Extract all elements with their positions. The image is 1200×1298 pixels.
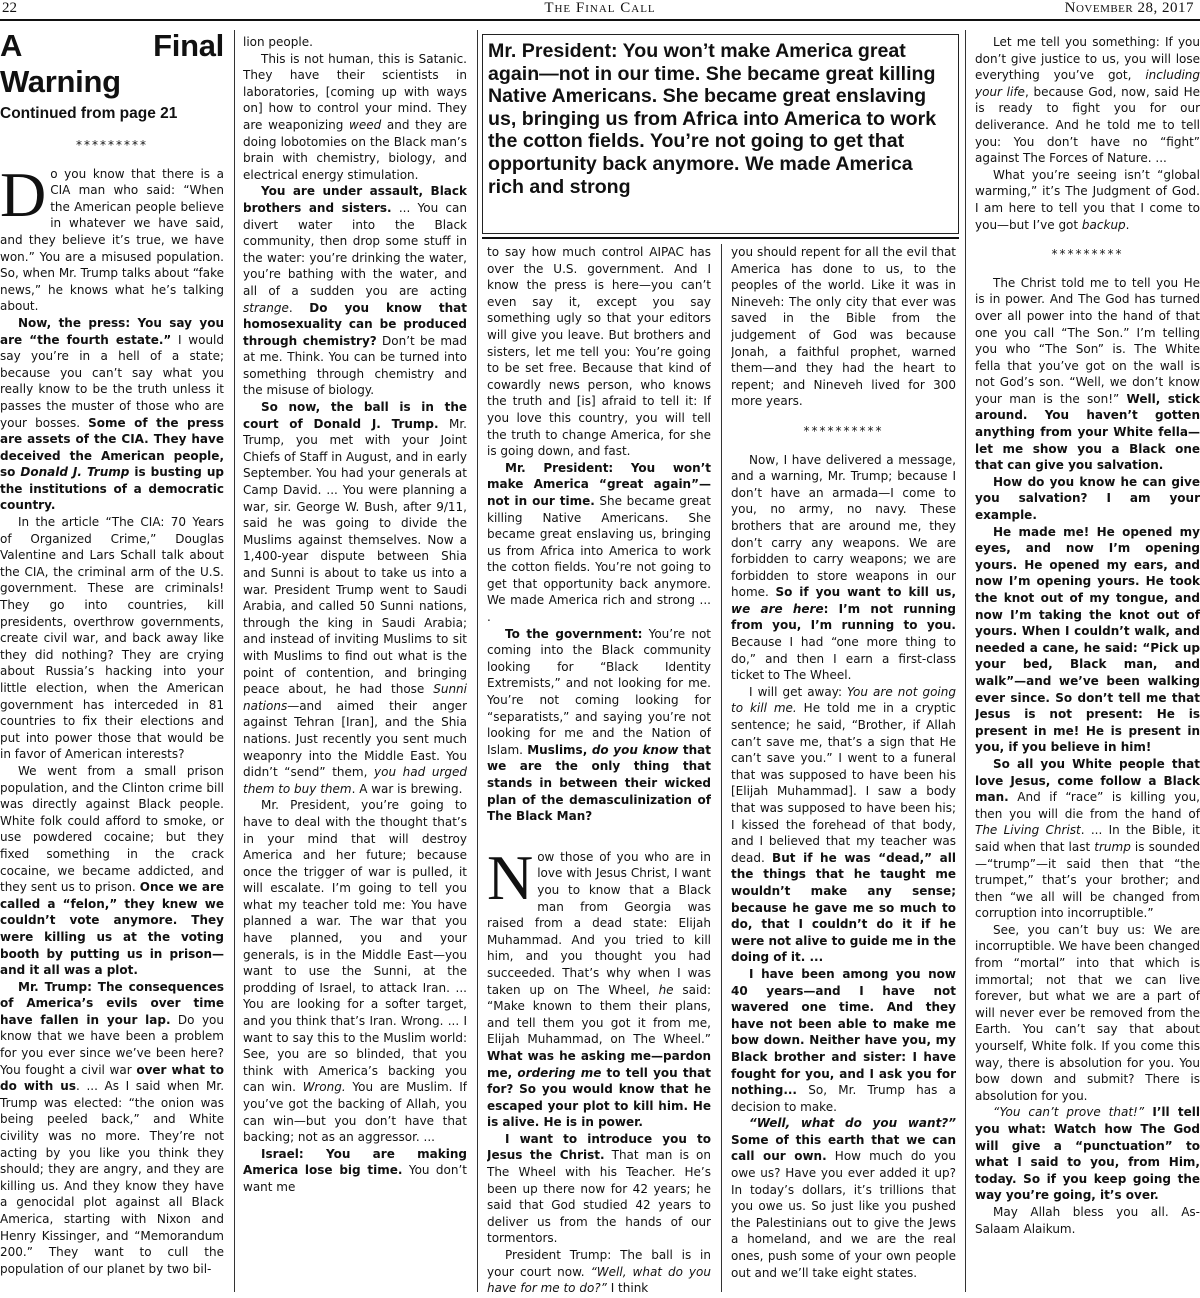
paragraph: to say how much control AIPAC has over the U.S. government. And I know the press is here—you can’t even say it, except you say something ugly so that your editors will give you leave. But brothers and sisters, let me tell you: You’re going to be set free. Because that kind of cowardly news person, who knows the truth and [is] afraid to tell it: If you love this country, you will tell the truth to change America, for she is going down, and fast. — [487, 245, 711, 459]
paragraph-text: We went from a small prison population, and the Clinton crime bill was directly against Black people. White folk could afford to smoke, or use powdered cocaine; but they fixed something in the crack cocaine, we became addicted, and they sent us to prison. — [0, 763, 224, 895]
paragraph-text: You’re not coming into the Black community looking for “Black Identity Extremists,” and not looking for me. You’re not coming looking for “separatists,” and saying you’re not looking for me and the Nation of Islam. — [487, 626, 711, 757]
italic-text: strange — [243, 300, 289, 315]
paragraph-text: She became great killing Native Americans. She became great enslaving us, bringing us from Africa into America to work the cotton fields. You’re not going to get that opportunity back anymore. We made America rich and strong ... . — [487, 493, 711, 625]
paragraph — [0, 158, 224, 315]
paragraph — [731, 1115, 956, 1281]
bold-text: Now, the press: You say you are “the fourth estate.” — [0, 315, 224, 347]
publication-name: The Final Call — [544, 0, 656, 16]
paragraph — [243, 51, 467, 184]
page-number: 22 — [2, 0, 17, 16]
paragraph — [975, 275, 1200, 474]
paragraph-text: Because I had “one more thing to do,” and then I earn a first-class ticket to The Wheel. — [731, 635, 956, 683]
paragraph-text: That man is on The Wheel with his Teacher. He’s been up there now for 42 years; he said that God studied 42 years to deliver us from the hands of our tormentors. — [487, 1148, 711, 1246]
bold-text: I’ll tell you what: Watch how The God will give a “punctuation” to what I said to you, from Him, today. So if you keep going the way you’re going, it’s over. — [975, 1105, 1200, 1203]
bold-text: to tell you that for? So you would know that he escaped your plot to kill him. He is alive. He is in power. — [487, 1065, 711, 1130]
paragraph — [731, 966, 956, 1115]
drop-cap: D — [0, 158, 47, 230]
paragraph — [487, 626, 711, 825]
column-divider — [477, 30, 478, 1292]
paragraph — [731, 684, 956, 966]
paragraph — [487, 841, 711, 1131]
bold-text: Israel: You are making America lose big time. — [243, 1146, 467, 1178]
paragraph-text: What you’re seeing isn’t “global warming,” it’s The Judgment of God. I am here to tell you that I come to you—but I’ve got — [975, 167, 1200, 232]
paragraph — [487, 1131, 711, 1247]
bold-text: I have been among you now 40 years—and I have not wavered one time. And they have not been able to make me bow down. Neither have you, my Black brother and sister: I have fought for you, and I ask you for nothing... — [731, 966, 956, 1098]
bold-text: He made me! He opened my eyes, and now I’m opening yours. He opened my ears, and now I’m opening yours. He took the knot out of my tongue, and now I’m taking the knot out of yours. When I couldn’t walk, and needed a cane, he said: “Pick up your bed, Black man, and walk”—and we’ve been walking ever since. So don’t tell me that Jesus is not present: He is present in me! He is present in you, if you believe in him! — [975, 524, 1200, 755]
bold-text: that we are the only thing that stands in between their wicked plan of the demasculinization of The Black Man? — [487, 742, 711, 824]
italic-text: Wrong. — [302, 1080, 346, 1095]
paragraph — [243, 399, 467, 797]
paragraph — [487, 1247, 711, 1296]
bold-text: So if you want to kill us, — [775, 585, 956, 600]
article-column-5 — [975, 34, 1200, 1298]
paragraph: In the article “The CIA: 70 Years of Organized Crime,” Douglas Valentine and Lars Schall talk about the CIA, the criminal arm of the U.S. government. These are criminals! They go into countries, kill presidents, overthrow governments, create civil war, and back away like they did nothing? They are crying about Russia’s hacking into your little election, when the American government has interceded in 81 countries to fix their elections and put into power those that would be in favor of American interests? — [0, 515, 224, 762]
bold-text: Once we are called a “felon,” they knew we couldn’t vote anymore. They were killing us at the voting booth by putting us in prison—and it all was a plot. — [0, 880, 224, 978]
paragraph-text: and they are doing lobotomies on the Black man’s brain with chemistry, biology, and electrical energy stimulation. — [243, 117, 467, 182]
paragraph-text: The Christ told me to tell you He is in power. And The God has turned over all power into the hand of that one you call “The Son.” I’m telling you who “The Son” is. The White fella that you’ve got on the wall is not God’s son. “Well, we don’t know your man is the son!” — [975, 275, 1200, 406]
header-rule — [0, 19, 1200, 21]
bold-text: is busting up the institutions of a democratic country. — [0, 465, 224, 513]
italic-text: The Living Christ — [975, 823, 1081, 838]
bold-italic-text: ordering me — [517, 1065, 602, 1080]
paragraph-text: . A war is brewing. — [351, 781, 463, 796]
paragraph-text: President Trump: The ball is in your court now. — [487, 1248, 711, 1279]
bold-italic-text: we are here — [731, 601, 824, 616]
paragraph-text: . ... In the Bible, it said when that last — [975, 823, 1200, 854]
paragraph — [243, 1146, 467, 1196]
italic-text: weed — [349, 117, 382, 132]
paragraph-text: I think — [606, 1281, 649, 1296]
article-column-3 — [487, 244, 711, 1296]
bold-text: You are under assault, Black brothers and sisters. — [243, 184, 467, 215]
paragraph — [975, 524, 1200, 756]
paragraph-text: o you know that there is a CIA man who said: “When the American people believe in whatever we have said, and they believe it’s true, we have won.” You are a misused population. So, when Mr. Trump talks about “fake news,” he knows what he’s talking about. — [0, 166, 224, 314]
bold-text: I want to introduce you to Jesus the Christ. — [487, 1131, 711, 1163]
pull-quote-rule — [482, 237, 959, 239]
paragraph — [975, 1104, 1200, 1204]
italic-text: he — [658, 982, 674, 997]
paragraph — [975, 34, 1200, 167]
bold-text: Well, stick around. You haven’t gotten anything from your White fella—let me show you a Black one that can give you salvation. — [975, 391, 1200, 473]
issue-date: November 28, 2017 — [1064, 0, 1194, 16]
column-divider — [721, 244, 722, 1292]
article-title: A Final Warning — [0, 28, 224, 99]
paragraph: May Allah bless you all. As-Salaam Alaikum. — [975, 1204, 1200, 1236]
paragraph: lion people. — [243, 35, 313, 49]
paragraph-text: Don’t be mad at me. Think. You can be turned into something through chemistry and the misuse of biology. — [243, 333, 467, 398]
italic-text: you had urged them to buy them — [243, 765, 467, 796]
paragraph — [975, 756, 1200, 922]
italic-text: “Well, what do you have for me to do?” — [487, 1264, 711, 1296]
continued-line: Continued from page 21 — [0, 105, 178, 122]
paragraph-text: You are Muslim. If you’ve got the backing of Allah, you can win—but you don’t have that backing; not as an aggressor. ... — [243, 1080, 467, 1145]
italic-text: backup — [1081, 217, 1126, 232]
article-column-1 — [0, 28, 224, 1292]
paragraph — [487, 460, 711, 626]
paragraph-text: Do you know that we have been a problem for you ever since we’ve been here? You fought a civil war — [0, 1012, 224, 1077]
paragraph — [0, 763, 224, 979]
paragraph-text: This is not human, this is Satanic. They have their scientists in laboratories, [coming up with ways on] how to control your mind. They are weaponizing — [243, 51, 467, 132]
paragraph-text: . — [1125, 217, 1130, 232]
paragraph — [0, 315, 224, 514]
paragraph-text: . — [288, 300, 310, 315]
paragraph-text: How much do you owe us? Have you ever added it up? In today’s dollars, it’s trillions that you owe us. So just like you pushed the Palestinians out to give the Jews a homeland, and we are the real ones, push some of your own people out and we’ll take eight states. — [731, 1149, 956, 1280]
paragraph-text: You don’t want me — [243, 1163, 467, 1194]
bold-italic-text: “Well, what do you want?” — [749, 1116, 956, 1131]
paragraph — [975, 474, 1200, 524]
bold-text: What was he asking me—pardon me, — [487, 1048, 711, 1080]
section-separator: ********** — [803, 423, 884, 438]
pull-quote: Mr. President: You won’t make America great again—not in our time. She became great killing Native Americans. She became great enslaving us, bringing us from Africa into America to work the cotton fields. You’re not going to get that opportunity back anymore. We made America rich and strong — [488, 40, 937, 198]
paragraph-text: I would say you’re in a hell of a state; because you can’t say what you really know to be the truth unless it passes the muster of those who are your bosses. — [0, 332, 224, 430]
bold-text: Some of this earth that we can call our own. — [731, 1132, 956, 1164]
article-column-2 — [243, 34, 467, 1298]
bold-text: Mr. President: You won’t make America “great again”—not in our time. — [487, 460, 711, 508]
bold-italic-text: do you know — [591, 742, 679, 757]
paragraph-text: ... You can divert water into the Black community, then drop some stuff in the water: you’re drinking the water, you’re bathing with the water, and all of a sudden you are acting — [243, 200, 467, 298]
section-separator: ********* — [76, 138, 148, 152]
paragraph-text: Let me tell you something: If you don’t give justice to us, you will lose everything you’ve got, — [975, 35, 1200, 83]
italic-text: trump — [1094, 839, 1131, 854]
italic-text: You are not going to kill me. — [731, 684, 956, 716]
paragraph-text: Mr. Trump, you met with your Joint Chiefs of Staff in August, and in early September. You had your generals at Camp David. ... You were planning a war, sir. George W. Bush, after 9/11, said he was going to divide the Muslims against themselves. Now a 1,400-year dispute between Shia and Sunni is about to take us into a war. President Trump went to Saudi Arabia, and called 50 Sunni nations, through the king in Saudi Arabia; and instead of inviting Muslims to sit with Muslims to find out what is the point of contention, and bringing peace about, he had those — [243, 416, 467, 697]
paragraph — [243, 797, 467, 1145]
paragraph-text: He told me in a cryptic sentence; he said, “Brother, if Allah can’t save me, that’s a sign that He can’t save you.” I went to a funeral that was supposed to have been his [Elijah Muhammad]. I saw a body that was supposed to have been his; I kissed the forehead of that body, and I believed that my teacher was dead. — [731, 701, 956, 865]
bold-text: Mr. Trump: The consequences of America’s evils over time have fallen in your lap. — [0, 979, 224, 1027]
paragraph-text: is sounded—“trump”—it said then that “the trumpet,” that’s your brother; and then “we all will be changed from corruption into incorruptible.” — [975, 839, 1200, 921]
article-column-4 — [731, 244, 956, 1296]
paragraph-text: And if “race” is killing you, then you will die from the hand of — [975, 790, 1200, 821]
paragraph-text: Mr. President, you’re going to have to deal with the thought that’s in your mind that will destroy America and her future; because once the trigger of war is pulled, it will escalate. I’m going to tell you what my teacher told me: You have planned a war. The war that you have planned, you and your generals, is in the Middle East—you want to use the Sunni, at the prodding of Israel, to attack Iran. ... You are looking for a softer target, and you think that’s Iran. Wrong. ... I want to say this to the Muslim world: See, you are so blinded, that you think with America’s backing you can win. — [243, 798, 467, 1095]
paragraph-text: , because God, now, said He is ready to fight you for our deliverance. And he told me to tell you: You don’t have no “fight” against The Forces of Nature. ... — [975, 84, 1200, 166]
paragraph — [243, 183, 467, 399]
italic-text: including your life — [975, 68, 1200, 99]
paragraph — [975, 167, 1200, 233]
paragraph-text: ow those of you who are in love with Jesus Christ, I want you to know that a Black man from Georgia was raised from a dead state: Elijah Muhammad. And you tried to kill him, and you thought you had succeeded. That’s why when I was taken up on The Wheel, — [487, 849, 711, 997]
bold-text: Do you know that homosexuality can be produced through chemistry? — [243, 300, 467, 348]
bold-text: How do you know he can give you salvation? I am your example. — [975, 474, 1200, 523]
page-header — [0, 0, 1200, 20]
paragraph-text: said: “Make known to them their plans, and tell them you got it from me, Elijah Muhammad, on The Wheel.” — [487, 982, 711, 1047]
bold-text: So all you White people that love Jesus, come follow a Black man. — [975, 756, 1200, 805]
bold-text: To the government: — [505, 626, 643, 641]
section-separator: ********* — [1051, 247, 1124, 262]
bold-text: : I’m not running from you, I’m running to you. — [731, 601, 956, 633]
paragraph-text: —and aimed their anger against Tehran [Iran], and the Shia nations. Just recently you sent much weaponry into the Middle East. You didn’t “send” them, — [243, 698, 467, 780]
paragraph: See, you can’t buy us: We are incorruptible. We have been changed from “mortal” into that which is immortal; not that we can live forever, but what we are a part of will never ever be removed from the Earth. You can’t say that about yourself, White folk. If you come this way, there is absolution for you. You bow down and submit? There is absolution for you. — [975, 922, 1200, 1103]
paragraph — [0, 979, 224, 1278]
paragraph: you should repent for all the evil that America has done to us, to the peoples of the world. Like it was in Nineveh: The only city that ever was saved in the Bible from the judgement of God was because Jonah, a faithful prophet, warned them—and they had the heart to repent; and Nineveh lived for 300 more years. — [731, 245, 956, 409]
bold-italic-text: Donald J. Trump — [20, 465, 130, 480]
drop-cap: N — [487, 841, 534, 913]
column-divider — [965, 30, 966, 1292]
paragraph-text: I will get away: — [749, 684, 848, 699]
paragraph — [731, 452, 956, 684]
bold-text: So now, the ball is in the court of Donald J. Trump. — [243, 400, 467, 431]
bold-text: Some of the press are assets of the CIA. They have deceived the American people, so — [0, 415, 224, 480]
italic-text: Sunni nations — [243, 682, 467, 713]
bold-text: Muslims, — [527, 742, 592, 757]
bold-text: But if he was “dead,” all the things that he taught me wouldn’t make any sense; because he gave me so much to do, that I couldn’t do it if he were not alive to guide me in the doing of it. ... — [731, 850, 956, 965]
paragraph-text: Now, I have delivered a message, and a warning, Mr. Trump; because I don’t have an armada—I come to you, no army, no navy. These brothers that are around me, they don’t carry any weapons. We are forbidden to carry weapons; we are forbidden to store weapons in our home. — [731, 452, 956, 600]
column-divider — [234, 30, 235, 1292]
bold-text: over what to do with us — [0, 1062, 224, 1094]
paragraph-text: . ... As I said when Mr. Trump was elected: “the onion was being peeled back,” and White civility was no more. They’re not acting by you like you think they should; they are angry, and they are killing us. And they know they have a genocidal plot against all Black America, starting with Nixon and Henry Kissinger, and “Memorandum 200.” They want to cull the population of our planet by two bil- — [0, 1079, 224, 1276]
paragraph-text: So, Mr. Trump has a decision to make. — [731, 1083, 956, 1114]
italic-text: “You can’t prove that!” — [993, 1105, 1145, 1120]
